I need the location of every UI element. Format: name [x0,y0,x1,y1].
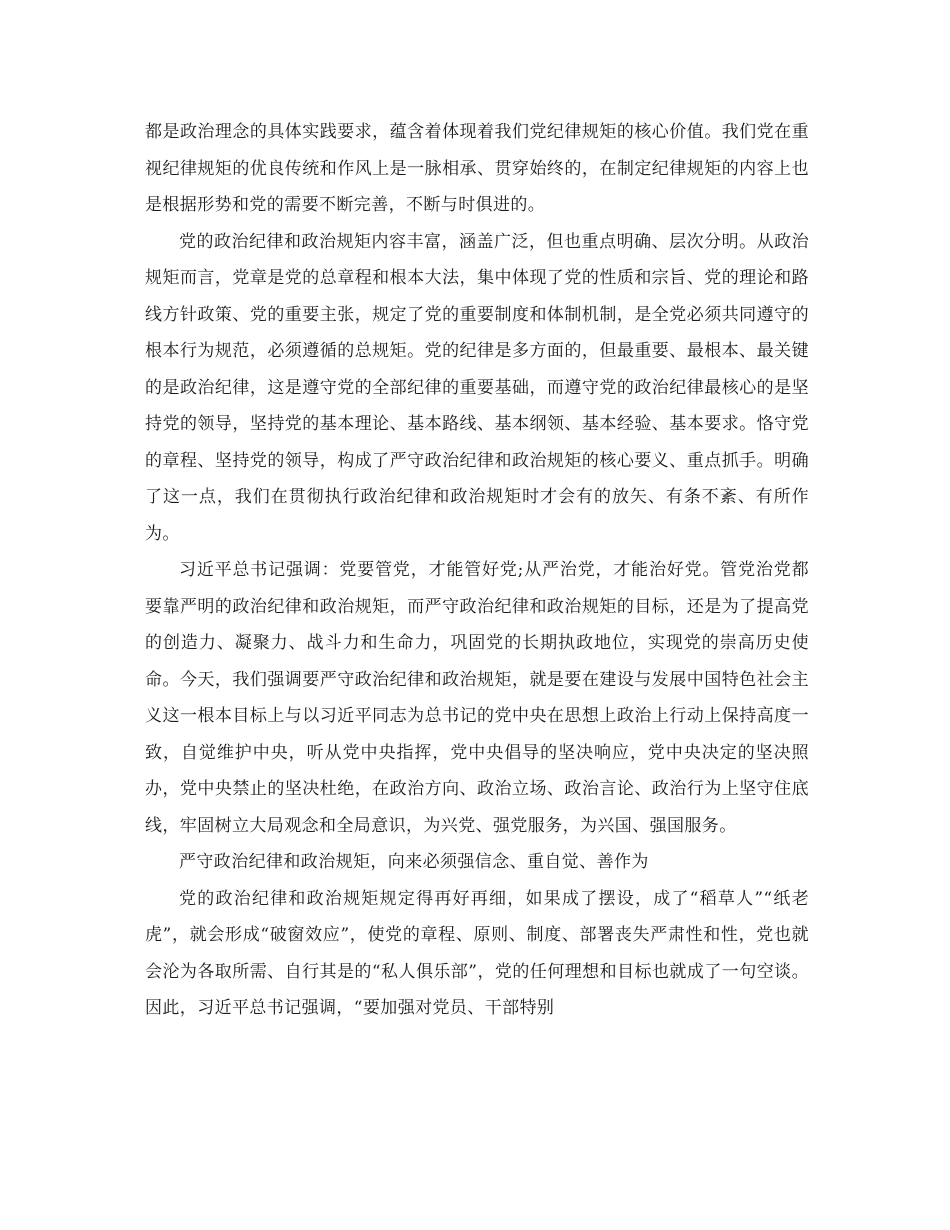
section-heading: 严守政治纪律和政治规矩，向来必须强信念、重自觉、善作为 [179,852,649,872]
paragraph-1: 都是政治理念的具体实践要求，蕴含着体现着我们党纪律规矩的核心价值。我们党在重视纪律规矩的优良传统和作风上是一脉相承、贯穿始终的，在制定纪律规矩的内容上也是根据形势和党的需要不断完善，不断与时俱进的。 [145,122,809,215]
paragraph-3: 习近平总书记强调：党要管党，才能管好党;从严治党，才能治好党。管党治党都要靠严明的政治纪律和政治规矩，而严守政治纪律和政治规矩的目标，还是为了提高党的创造力、凝聚力、战斗力和生命力，巩固党的长期执政地位，实现党的崇高历史使命。今天，我们强调要严守政治纪律和政治规矩，就是要在建设与发展中国特色社会主义这一根本目标上与以习近平同志为总书记的党中央在思想上政治上行动上保持高度一致，自觉维护中央，听从党中央指挥，党中央倡导的坚决响应，党中央决定的坚决照办，党中央禁止的坚决杜绝，在政治方向、政治立场、政治言论、政治行为上坚守住底线，牢固树立大局观念和全局意识，为兴党、强党服务，为兴国、强国服务。 [145,560,809,836]
paragraph-4: 党的政治纪律和政治规矩规定得再好再细，如果成了摆设，成了“稻草人”“纸老虎”，就会形成“破窗效应”，使党的章程、原则、制度、部署丧失严肃性和性，党也就会沦为各取所需、自行其是的“私人俱乐部”，党的任何理想和目标也就成了一句空谈。因此，习近平总书记强调，“要加强对党员、干部特别 [145,888,809,1018]
paragraph-2: 党的政治纪律和政治规矩内容丰富，涵盖广泛，但也重点明确、层次分明。从政治规矩而言，党章是党的总章程和根本大法，集中体现了党的性质和宗旨、党的理论和路线方针政策、党的重要主张，规定了党的重要制度和体制机制，是全党必须共同遵守的根本行为规范，必须遵循的总规矩。党的纪律是多方面的，但最重要、最根本、最关键的是政治纪律，这是遵守党的全部纪律的重要基础，而遵守党的政治纪律最核心的是坚持党的领导，坚持党的基本理论、基本路线、基本纲领、基本经验、基本要求。恪守党的章程、坚持党的领导，构成了严守政治纪律和政治规矩的核心要义、重点抓手。明确了这一点，我们在贯彻执行政治纪律和政治规矩时才会有的放矢、有条不紊、有所作为。 [145,231,809,544]
document-body [145,114,809,1027]
